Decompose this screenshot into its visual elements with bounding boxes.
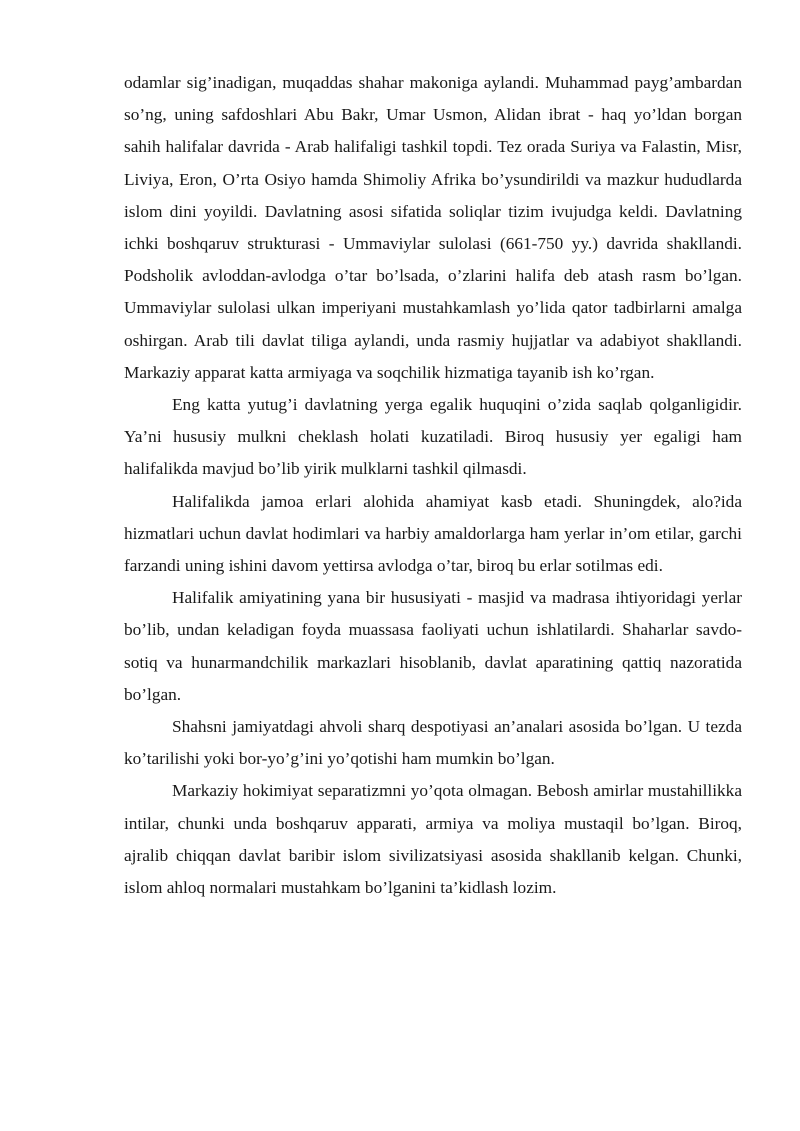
paragraph-3: Halifalikda jamoa erlari alohida ahamiyat kasb etadi. Shuningdek, alo?ida hizmatlari uchun davlat hodimlari va harbiy amaldorlarga ham yerlar in’om etilar, garchi farzandi uning ishini davom yettirsa avlodga o’tar, biroq bu erlar sotilmas edi. bbox=[124, 491, 742, 576]
paragraph-5: Shahsni jamiyatdagi ahvoli sharq despotiyasi an’analari asosida bo’lgan. U tezda ko’tarilishi yoki bor-yo’g’ini yo’qotishi ham mumkin bo’lgan. bbox=[124, 717, 742, 769]
paragraph-6: Markaziy hokimiyat separatizmni yo’qota olmagan. Bebosh amirlar mustahillikka intilar, chunki unda boshqaruv apparati, armiya va moliya mustaqil bo’lgan. Biroq, ajralib chiqqan davlat baribir islom sivilizatsiyasi asosida shakllanib kelgan. Chunki, islom ahloq normalari mustahkam bo’lganini ta’kidlash lozim. bbox=[124, 781, 742, 898]
paragraph-4: Halifalik amiyatining yana bir hususiyati - masjid va madrasa ihtiyoridagi yerlar bo’lib, undan keladigan foyda muassasa faoliyati uchun ishlatilardi. Shaharlar savdo-sotiq va hunarmandchilik markazlari hisoblanib, davlat aparatining qattiq nazoratida bo’lgan. bbox=[124, 588, 742, 704]
body-text bbox=[124, 67, 742, 904]
paragraph-2: Eng katta yutug’i davlatning yerga egalik huquqini o’zida saqlab qolganligidir. Ya’ni hususiy mulkni cheklash holati kuzatiladi. Biroq hususiy yer egaligi ham halifalikda mavjud bo’lib yirik mulklarni tashkil qilmasdi. bbox=[124, 395, 742, 479]
paragraph-1: odamlar sig’inadigan, muqaddas shahar makoniga aylandi. Muhammad payg’ambardan so’ng, uning safdoshlari Abu Bakr, Umar Usmon, Alidan ibrat - haq yo’ldan borgan sahih halifalar davrida - Arab halifaligi tashkil topdi. Tez orada Suriya va Falastin, Misr, Liviya, Eron, O’rta Osiyo hamda Shimoliy Afrika bo’ysundirildi va mazkur hududlarda islom dini yoyildi. Davlatning asosi sifatida soliqlar tizim ivujudga keldi. Davlatning ichki boshqaruv strukturasi - Ummaviylar sulolasi (661-750 yy.) davrida shakllandi. Podsholik avloddan-avlodga o’tar bo’lsada, o’zlarini halifa deb atash rasm bo’lgan. Ummaviylar sulolasi ulkan imperiyani mustahkamlash yo’lida qator tadbirlarni amalga oshirgan. Arab tili davlat tiliga aylandi, unda rasmiy hujjatlar va adabiyot shakllandi. Markaziy apparat katta armiyaga va soqchilik hizmatiga tayanib ish ko’rgan. bbox=[124, 73, 742, 382]
